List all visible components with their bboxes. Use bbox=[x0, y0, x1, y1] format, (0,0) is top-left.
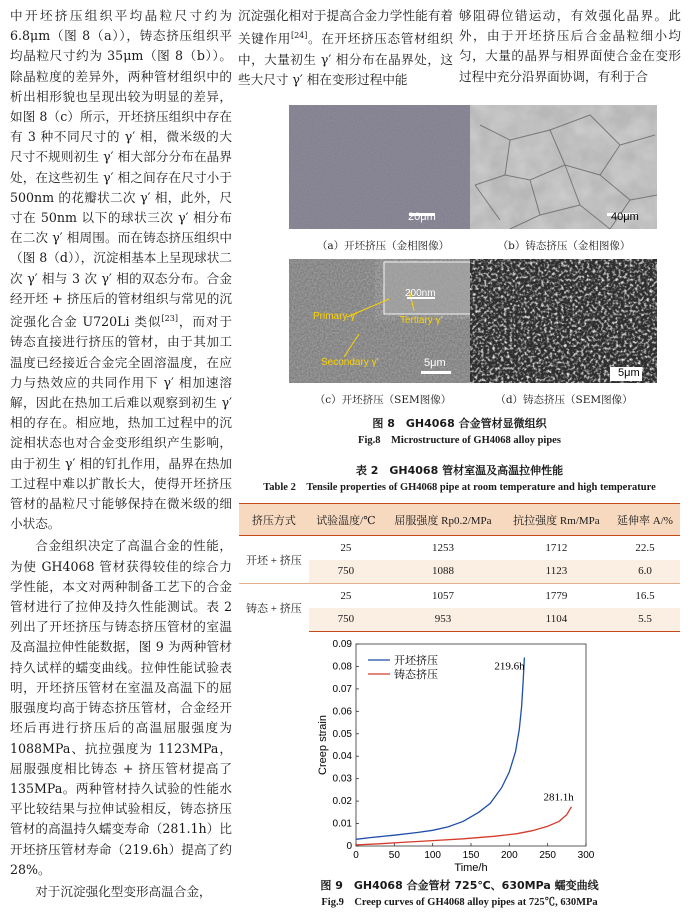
x-axis-label: Time/h bbox=[454, 862, 488, 872]
y-tick-label: 0.06 bbox=[332, 706, 352, 718]
tertiary-label: Tertiary γ′ bbox=[400, 315, 443, 326]
table-row: 750 1088 1123 6.0 bbox=[239, 560, 680, 584]
y-axis-label: Creep strain bbox=[317, 715, 329, 775]
scale-bar-label: 40μm bbox=[611, 211, 639, 223]
fig8-title-en: Fig.8 Microstructure of GH4068 alloy pipes bbox=[358, 435, 561, 446]
secondary-label: Secondary γ′ bbox=[321, 357, 379, 368]
table-row: 铸态 + 挤压 25 1057 1779 16.5 bbox=[239, 584, 680, 608]
micrograph-b bbox=[470, 105, 657, 229]
x-tick-label: 100 bbox=[424, 850, 442, 861]
micrograph-a-texture bbox=[289, 105, 476, 229]
fig9-title: 图 9 GH4068 合金管材 725℃、630MPa 蠕变曲线 bbox=[320, 879, 599, 892]
y-tick-label: 0.05 bbox=[332, 728, 352, 740]
paragraph-3: 对于沉淀强化型变形高温合金， bbox=[35, 883, 212, 899]
col-header: 抗拉强度 Rm/MPa bbox=[503, 504, 610, 536]
fig8-b-caption: （b）铸态挤压（金相图像） bbox=[497, 240, 631, 252]
x-tick-label: 300 bbox=[577, 850, 595, 861]
col-header: 延伸率 A/% bbox=[610, 504, 680, 536]
y-tick-label: 0 bbox=[346, 841, 352, 852]
plot-frame bbox=[356, 644, 586, 846]
y-tick-label: 0.08 bbox=[332, 661, 352, 673]
fig8-a-caption: （a）开坯挤压（金相图像） bbox=[316, 240, 450, 252]
table-row: 开坯 + 挤压 25 1253 1712 22.5 bbox=[239, 536, 680, 560]
y-tick-label: 0.09 bbox=[332, 639, 352, 650]
micrograph-d-texture bbox=[470, 259, 657, 383]
y-tick-label: 0.07 bbox=[332, 683, 352, 695]
fig8-title: 图 8 GH4068 合金管材显微组织 bbox=[372, 417, 547, 430]
method-cell: 开坯 + 挤压 bbox=[246, 554, 302, 567]
legend-label: 开坯挤压 bbox=[394, 654, 438, 667]
citation[interactable]: [23] bbox=[161, 314, 178, 324]
x-tick-label: 200 bbox=[500, 850, 518, 861]
col-header: 试验温度/℃ bbox=[309, 504, 383, 536]
creep-chart bbox=[316, 632, 606, 872]
micrograph-c bbox=[289, 259, 476, 383]
right-column-text: 够阻碍位错运动，有效强化晶界。此外，由于开坯挤压后合金晶粒细小均匀，大量的晶界与相界面使合金在变形过程中充分沿界面协调，有利于合 bbox=[459, 8, 681, 84]
mid-column-text: 沉淀强化相对于提高合金力学性能有着关键作用[24]。在开坯挤压态管材组织中，大量初生 γ′ 相分布在晶界处，这些大尺寸 γ′ 相在变形过程中能 bbox=[238, 8, 454, 87]
scale-bar-label: 5μm bbox=[424, 357, 446, 369]
y-tick-label: 0.03 bbox=[332, 773, 352, 785]
citation[interactable]: [24] bbox=[290, 31, 308, 41]
micrograph-a bbox=[289, 105, 476, 229]
scale-bar-label: 5μm bbox=[618, 367, 640, 379]
table-row: 750 953 1104 5.5 bbox=[239, 608, 680, 632]
table2-title-en: Table 2 Tensile properties of GH4068 pipe at room temperature and high temperature bbox=[263, 482, 656, 493]
y-tick-label: 0.01 bbox=[332, 818, 352, 830]
fig8-c-caption: （c）开坯挤压（SEM图像） bbox=[314, 394, 452, 406]
creep-chart-svg bbox=[316, 632, 606, 872]
series-end-label: 219.6h bbox=[494, 660, 525, 673]
series-line-1 bbox=[356, 658, 524, 840]
y-tick-label: 0.04 bbox=[332, 751, 352, 763]
micrograph-d bbox=[470, 259, 657, 383]
col-header: 屈服强度 Rp0.2/MPa bbox=[383, 504, 503, 536]
tensile-table bbox=[239, 503, 680, 632]
table2-title: 表 2 GH4068 管材室温及高温拉伸性能 bbox=[355, 464, 564, 477]
paragraph-2: 合金组织决定了高温合金的性能，为使 GH4068 管材获得较佳的综合力学性能，本文对两种制备工艺下的合金管材进行了拉伸及持久性能测试。表 2 列出了开坯挤压与铸态挤压管材的室温及高温拉伸性能数据，图 9 为两种管材持久试样的蠕变曲线。拉伸性能试验表明，开坯挤压管材在室温及高温下的屈服强度均高于铸态挤压管材，合金经开坯后再进行挤压后的高温屈服强度为 1088MPa、抗拉强度为 1123MPa，屈服强度相比铸态 + 挤压管材提高了 135MPa。两种管材持久试验的性能水平比较结果与拉伸试验相反，铸态挤压管材的高温持久蠕变寿命（281.1h）比开坯挤压管材寿命（219.6h）提高了约 28%。 bbox=[10, 538, 232, 877]
col-header: 挤压方式 bbox=[239, 504, 309, 536]
paragraph-1: 中开坯挤压组织平均晶粒尺寸约为 6.8μm（图 8（a）），铸态挤压组织平均晶粒尺寸约为 35μm（图 8（b））。除晶粒度的差异外，两种管材组织中的析出相形貌也呈现出较为明显的差异，如图 8（c）所示，开坯挤压组织中存在有 3 种不同尺寸的 γ′ 相，微米级的大尺寸不规则初生 γ′ 相大部分分布在晶界处，在这些初生 γ′ 相之间存在尺寸小于 500nm 的花瓣状二次 γ′ 相，此外，尺寸在 50nm 以下的球状三次 γ′ 相分布在二次 γ′ 相周围。而在铸态挤压组织中（图 8（d）），沉淀相基本上呈现球状二次 γ′ 相与 3 次 γ′ 相的双态分布。合金经开坯 + 挤压后的管材组织与常见的沉淀强化合金 U720Li 类似[23]，而对于铸态直接进行挤压的管材，由于其加工温度已经接近合金完全固溶温度，在应力与热效应的共同作用下 γ′ 相加速溶解，因此在热加工后难以观察到初生 γ′ 相的存在。相应地，热加工过程中的沉淀相状态也对合金变形组织产生影响，由于初生 γ′ 相的钉扎作用，晶界在热加工过程中难以扩散长大，使得开坯挤压管材的晶粒尺寸能够保持在微米级的细小状态。 bbox=[10, 8, 232, 532]
y-tick-label: 0.02 bbox=[332, 796, 352, 808]
fig9-title-en: Fig.9 Creep curves of GH4068 alloy pipes at 725℃, 630MPa bbox=[321, 897, 598, 908]
x-tick-label: 50 bbox=[388, 850, 400, 861]
series-end-label: 281.1h bbox=[543, 791, 574, 804]
x-tick-label: 150 bbox=[462, 850, 480, 861]
scale-bar-label: 20μm bbox=[408, 211, 436, 223]
legend-label: 铸态挤压 bbox=[394, 668, 438, 681]
primary-label: Primary γ′ bbox=[313, 311, 358, 322]
x-tick-label: 0 bbox=[353, 850, 359, 861]
method-cell: 铸态 + 挤压 bbox=[239, 584, 309, 632]
left-column bbox=[10, 6, 232, 902]
fig8-d-caption: （d）铸态挤压（SEM图像） bbox=[495, 394, 633, 406]
x-tick-label: 250 bbox=[539, 850, 557, 861]
series-line-2 bbox=[356, 807, 572, 845]
inset-scale-label: 200nm bbox=[405, 288, 436, 299]
